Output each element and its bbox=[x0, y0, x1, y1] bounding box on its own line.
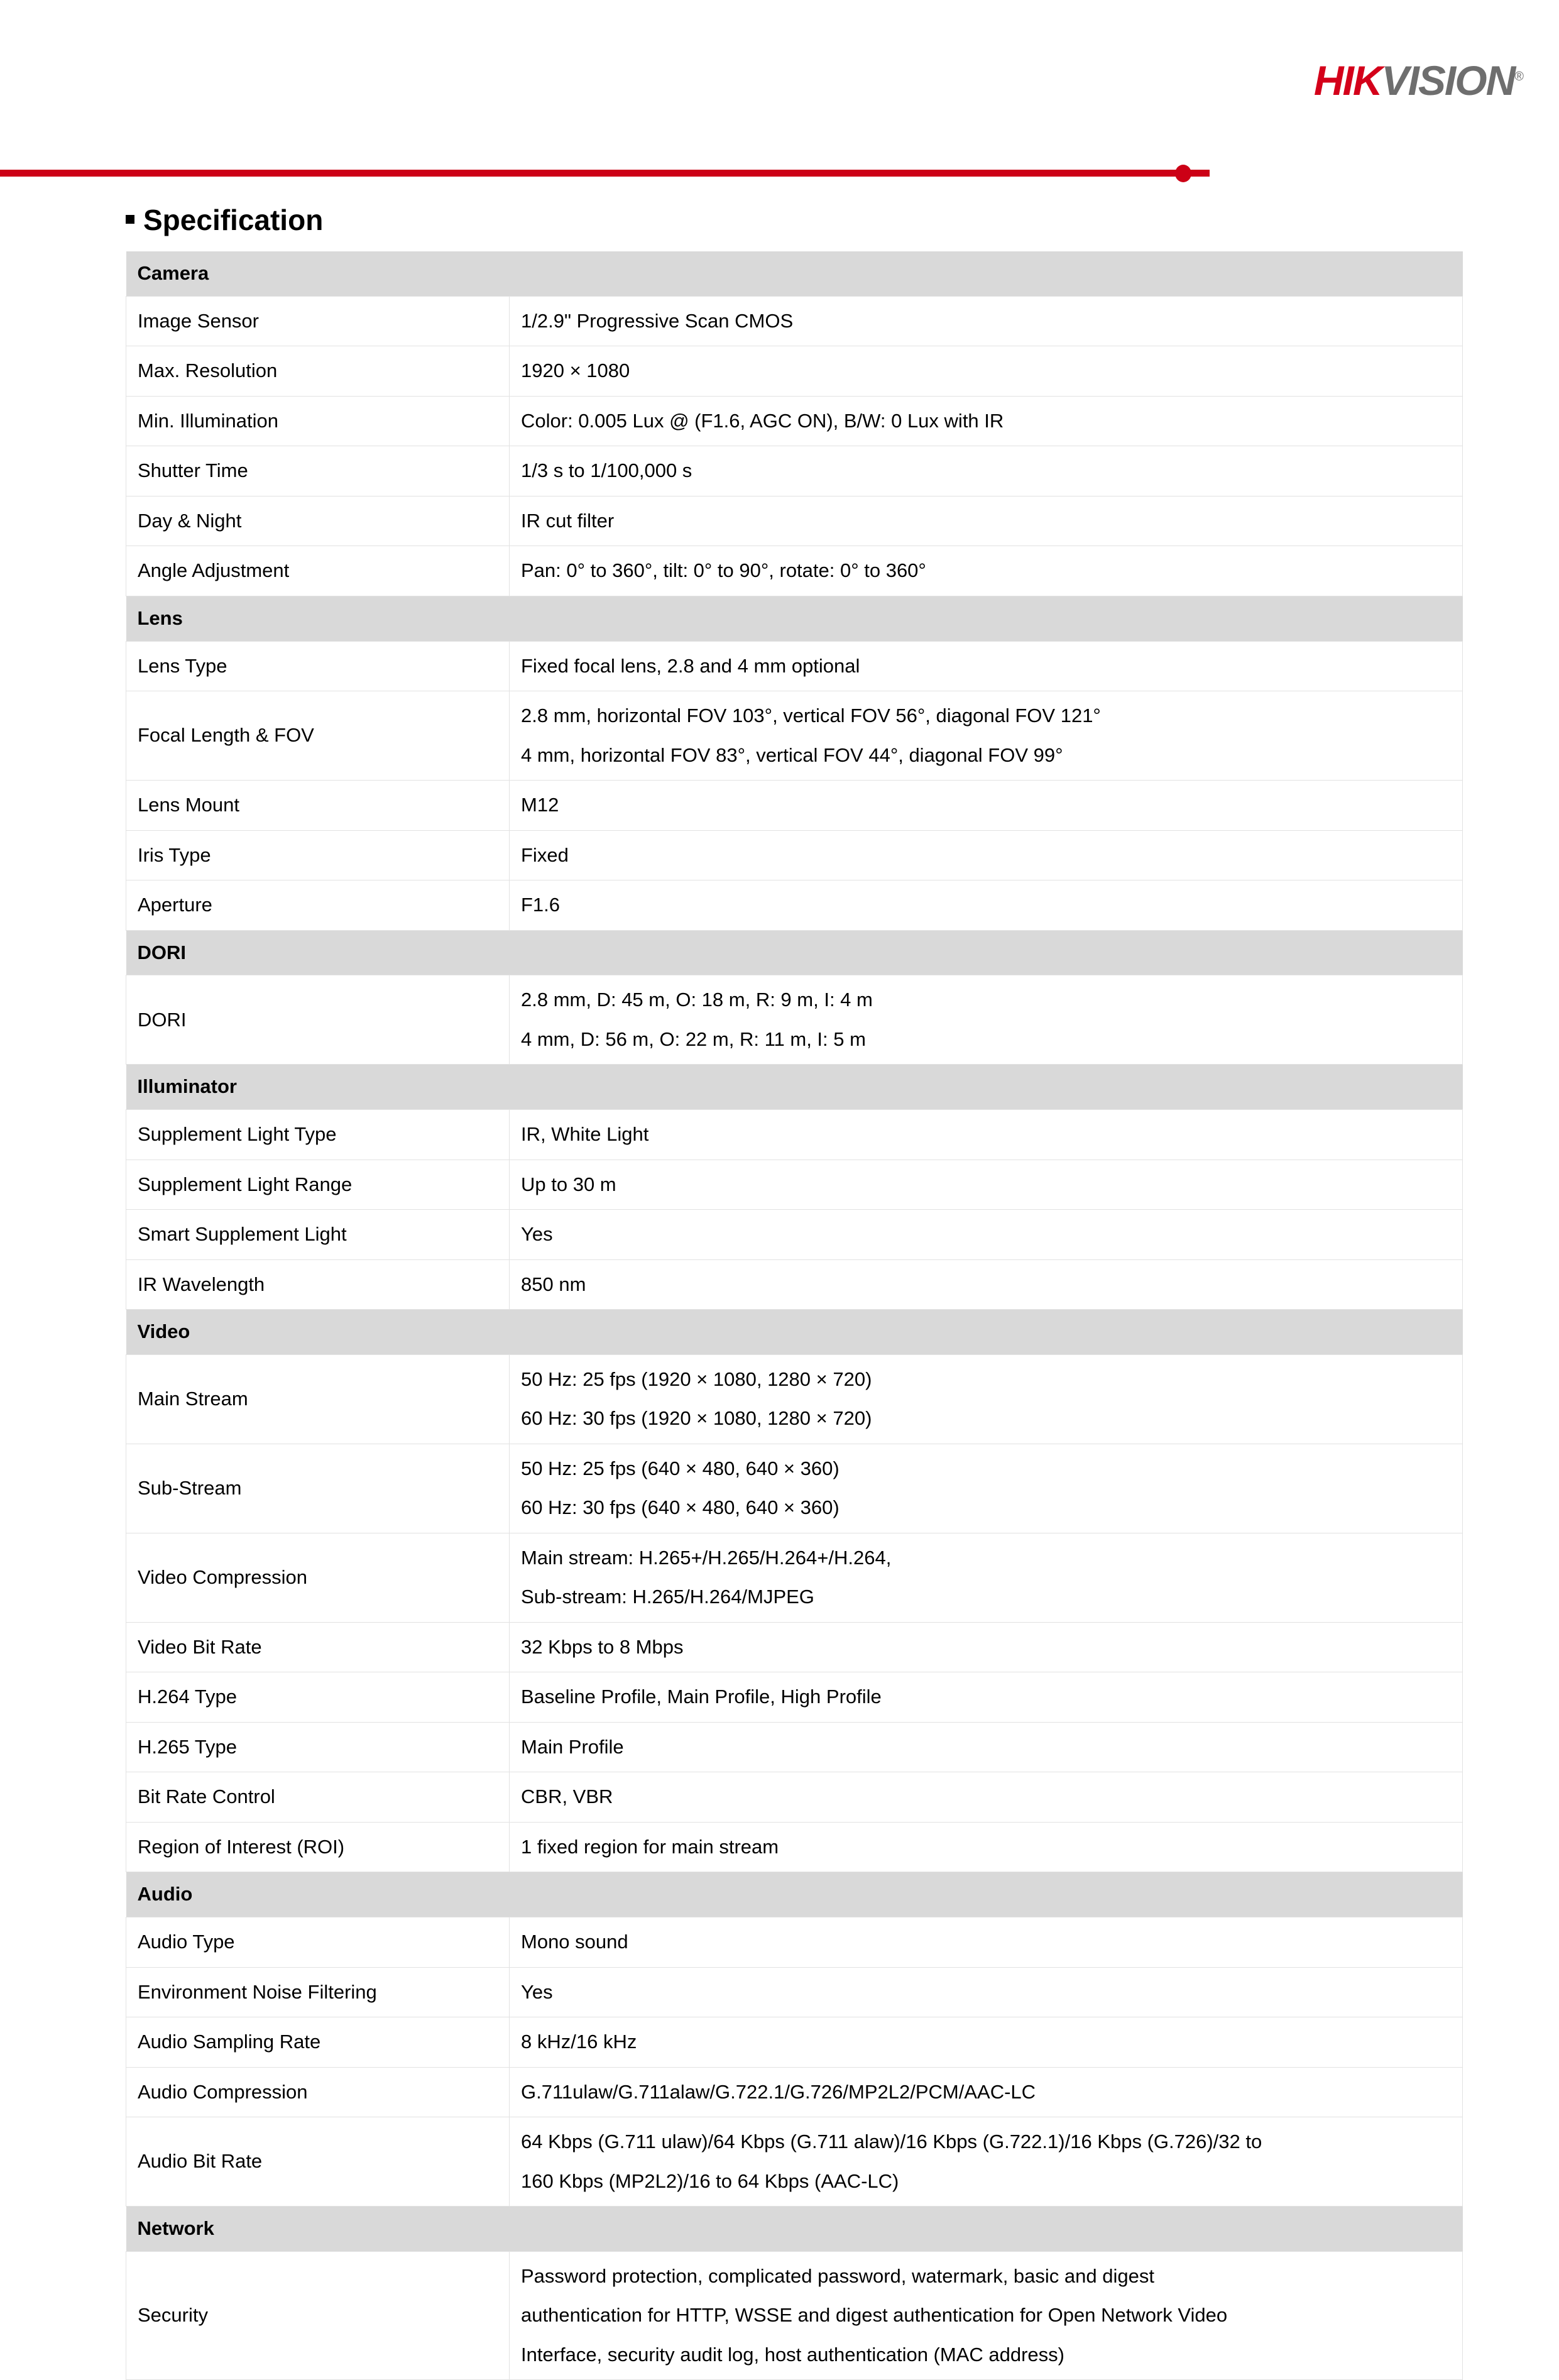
spec-row bbox=[126, 1110, 1463, 1160]
spec-row bbox=[126, 396, 1463, 446]
spec-row bbox=[126, 346, 1463, 397]
spec-row-value-line: M12 bbox=[521, 794, 559, 816]
spec-row-value-line: Yes bbox=[521, 1223, 553, 1245]
spec-row-value bbox=[510, 1722, 1463, 1772]
spec-row-value bbox=[510, 1917, 1463, 1968]
spec-row-value bbox=[510, 781, 1463, 831]
spec-row-value-line: 2.8 mm, D: 45 m, O: 18 m, R: 9 m, I: 4 m bbox=[521, 989, 873, 1011]
spec-row-label: Bit Rate Control bbox=[126, 1772, 510, 1823]
spec-row-value bbox=[510, 880, 1463, 931]
page-header bbox=[0, 0, 1559, 189]
spec-row-value bbox=[510, 2067, 1463, 2117]
spec-row-label: Audio Compression bbox=[126, 2067, 510, 2117]
spec-row-label: Shutter Time bbox=[126, 446, 510, 496]
spec-row-value-line: 850 nm bbox=[521, 1273, 586, 1295]
spec-row-value bbox=[510, 296, 1463, 346]
spec-row-value bbox=[510, 1210, 1463, 1260]
header-red-line bbox=[0, 170, 1210, 177]
spec-row-value bbox=[510, 641, 1463, 691]
spec-section-header-label: Camera bbox=[126, 251, 1463, 296]
spec-row bbox=[126, 830, 1463, 880]
spec-row bbox=[126, 1822, 1463, 1872]
spec-row bbox=[126, 1672, 1463, 1723]
spec-row bbox=[126, 2117, 1463, 2207]
spec-row-value-line: IR cut filter bbox=[521, 509, 615, 532]
spec-row-value-line: authentication for HTTP, WSSE and digest authentication for Open Network Video bbox=[521, 2304, 1228, 2327]
spec-row bbox=[126, 546, 1463, 596]
spec-row-value-line: 1920 × 1080 bbox=[521, 359, 630, 382]
spec-row-value-line: 1 fixed region for main stream bbox=[521, 1835, 779, 1858]
spec-row-value-line: Main Profile bbox=[521, 1735, 624, 1758]
spec-row bbox=[126, 1444, 1463, 1533]
spec-row-label: Supplement Light Range bbox=[126, 1160, 510, 1210]
spec-row bbox=[126, 496, 1463, 546]
spec-row-value-line: Color: 0.005 Lux @ (F1.6, AGC ON), B/W: 0 Lux with IR bbox=[521, 409, 1004, 432]
spec-row-value-line: 32 Kbps to 8 Mbps bbox=[521, 1635, 684, 1658]
spec-section-header bbox=[126, 1872, 1463, 1917]
spec-row-value-line: Password protection, complicated password, watermark, basic and digest bbox=[521, 2264, 1154, 2287]
registered-trademark-icon: ® bbox=[1514, 70, 1524, 84]
header-red-dot-icon bbox=[1175, 165, 1191, 182]
spec-row-label: Main Stream bbox=[126, 1354, 510, 1444]
spec-row-value-line: Interface, security audit log, host authentication (MAC address) bbox=[521, 2343, 1064, 2366]
spec-row-value bbox=[510, 830, 1463, 880]
spec-row-value bbox=[510, 546, 1463, 596]
spec-row-label: Smart Supplement Light bbox=[126, 1210, 510, 1260]
spec-section-header-label: Lens bbox=[126, 596, 1463, 641]
spec-row-label: Iris Type bbox=[126, 830, 510, 880]
spec-row-value-line: 160 Kbps (MP2L2)/16 to 64 Kbps (AAC-LC) bbox=[521, 2169, 899, 2192]
spec-section-header bbox=[126, 1310, 1463, 1355]
spec-row bbox=[126, 2017, 1463, 2068]
spec-row-value-line: 2.8 mm, horizontal FOV 103°, vertical FOV 56°, diagonal FOV 121° bbox=[521, 705, 1101, 727]
spec-row-value bbox=[510, 496, 1463, 546]
spec-row-label: Audio Bit Rate bbox=[126, 2117, 510, 2207]
spec-row-value-line: 1/2.9" Progressive Scan CMOS bbox=[521, 309, 794, 332]
spec-row-label: Day & Night bbox=[126, 496, 510, 546]
spec-row-label: Supplement Light Type bbox=[126, 1110, 510, 1160]
spec-row-value-line: 64 Kbps (G.711 ulaw)/64 Kbps (G.711 alaw)/16 Kbps (G.722.1)/16 Kbps (G.726)/32 to bbox=[521, 2130, 1262, 2152]
spec-row-value bbox=[510, 2117, 1463, 2207]
spec-row-value bbox=[510, 975, 1463, 1065]
spec-row bbox=[126, 1772, 1463, 1823]
spec-section-header-label: Illuminator bbox=[126, 1065, 1463, 1110]
specification-table-body bbox=[126, 251, 1463, 2380]
spec-row-value-line: 4 mm, horizontal FOV 83°, vertical FOV 44°, diagonal FOV 99° bbox=[521, 743, 1063, 766]
spec-row-value bbox=[510, 1622, 1463, 1672]
spec-row bbox=[126, 1160, 1463, 1210]
spec-row-label: DORI bbox=[126, 975, 510, 1065]
square-bullet-icon bbox=[126, 215, 134, 224]
hikvision-logo bbox=[1313, 57, 1524, 104]
spec-row-label: Image Sensor bbox=[126, 296, 510, 346]
spec-section-header bbox=[126, 2207, 1463, 2252]
spec-row-label: H.265 Type bbox=[126, 1722, 510, 1772]
spec-row-value bbox=[510, 1967, 1463, 2017]
spec-row bbox=[126, 880, 1463, 931]
spec-row-value-line: F1.6 bbox=[521, 894, 561, 916]
spec-row-value-line: Fixed focal lens, 2.8 and 4 mm optional bbox=[521, 654, 860, 677]
spec-row-label: Security bbox=[126, 2251, 510, 2380]
spec-row bbox=[126, 2251, 1463, 2380]
spec-section-header-label: Audio bbox=[126, 1872, 1463, 1917]
spec-row-value-line: Fixed bbox=[521, 843, 569, 866]
spec-row-value-line: Sub-stream: H.265/H.264/MJPEG bbox=[521, 1586, 814, 1608]
spec-row bbox=[126, 1259, 1463, 1310]
spec-section-header bbox=[126, 596, 1463, 641]
spec-row bbox=[126, 1354, 1463, 1444]
spec-row bbox=[126, 296, 1463, 346]
spec-row-value bbox=[510, 446, 1463, 496]
spec-row-label: IR Wavelength bbox=[126, 1259, 510, 1310]
spec-row-value bbox=[510, 1110, 1463, 1160]
spec-row-label: Audio Type bbox=[126, 1917, 510, 1968]
spec-row-value bbox=[510, 1444, 1463, 1533]
spec-row-label: Min. Illumination bbox=[126, 396, 510, 446]
spec-row-label: H.264 Type bbox=[126, 1672, 510, 1723]
spec-row-label: Environment Noise Filtering bbox=[126, 1967, 510, 2017]
spec-row-value-line: CBR, VBR bbox=[521, 1785, 613, 1808]
spec-section-header-label: Video bbox=[126, 1310, 1463, 1355]
spec-section-header bbox=[126, 251, 1463, 296]
spec-row-label: Angle Adjustment bbox=[126, 546, 510, 596]
spec-row-value bbox=[510, 1672, 1463, 1723]
spec-row-value bbox=[510, 691, 1463, 781]
spec-row-value bbox=[510, 2017, 1463, 2068]
spec-row bbox=[126, 975, 1463, 1065]
spec-row-value-line: 4 mm, D: 56 m, O: 22 m, R: 11 m, I: 5 m bbox=[521, 1028, 866, 1050]
page-title bbox=[126, 206, 323, 234]
spec-row bbox=[126, 1967, 1463, 2017]
spec-row-value-line: 8 kHz/16 kHz bbox=[521, 2031, 637, 2053]
spec-row-value-line: Main stream: H.265+/H.265/H.264+/H.264, bbox=[521, 1546, 892, 1569]
spec-row bbox=[126, 781, 1463, 831]
spec-row-value-line: G.711ulaw/G.711alaw/G.722.1/G.726/MP2L2/PCM/AAC-LC bbox=[521, 2080, 1036, 2103]
spec-section-header-label: Network bbox=[126, 2207, 1463, 2252]
spec-row bbox=[126, 1533, 1463, 1622]
spec-row-value-line: Yes bbox=[521, 1980, 553, 2003]
spec-row bbox=[126, 1917, 1463, 1968]
spec-row bbox=[126, 1622, 1463, 1672]
spec-row-value-line: 50 Hz: 25 fps (640 × 480, 640 × 360) bbox=[521, 1457, 840, 1479]
spec-row-label: Sub-Stream bbox=[126, 1444, 510, 1533]
spec-row bbox=[126, 1722, 1463, 1772]
spec-row-value-line: 60 Hz: 30 fps (640 × 480, 640 × 360) bbox=[521, 1496, 840, 1519]
spec-section-header-label: DORI bbox=[126, 930, 1463, 975]
spec-row-value bbox=[510, 2251, 1463, 2380]
spec-row-value-line: Pan: 0° to 360°, tilt: 0° to 90°, rotate: 0° to 360° bbox=[521, 559, 926, 582]
spec-row-value-line: Baseline Profile, Main Profile, High Profile bbox=[521, 1686, 882, 1708]
logo-hik-text: HIK bbox=[1313, 57, 1382, 104]
spec-row bbox=[126, 641, 1463, 691]
spec-row bbox=[126, 2067, 1463, 2117]
spec-row-value-line: 50 Hz: 25 fps (1920 × 1080, 1280 × 720) bbox=[521, 1368, 872, 1390]
header-divider bbox=[0, 165, 1559, 184]
page-title-text: Specification bbox=[143, 204, 324, 236]
spec-row bbox=[126, 691, 1463, 781]
spec-section-header bbox=[126, 930, 1463, 975]
spec-row-value bbox=[510, 1259, 1463, 1310]
logo-vision-text: VISION bbox=[1381, 57, 1515, 104]
spec-row-label: Audio Sampling Rate bbox=[126, 2017, 510, 2068]
spec-row-label: Focal Length & FOV bbox=[126, 691, 510, 781]
spec-row-value-line: Up to 30 m bbox=[521, 1173, 616, 1195]
spec-row-value bbox=[510, 1354, 1463, 1444]
spec-row-label: Video Compression bbox=[126, 1533, 510, 1622]
spec-row-value bbox=[510, 1822, 1463, 1872]
spec-row-value-line: 1/3 s to 1/100,000 s bbox=[521, 459, 692, 482]
spec-row-value-line: Mono sound bbox=[521, 1931, 628, 1953]
spec-row-value bbox=[510, 396, 1463, 446]
spec-row bbox=[126, 446, 1463, 496]
spec-row-value-line: 60 Hz: 30 fps (1920 × 1080, 1280 × 720) bbox=[521, 1407, 872, 1430]
spec-row-label: Max. Resolution bbox=[126, 346, 510, 397]
spec-row-value-line: IR, White Light bbox=[521, 1123, 649, 1145]
spec-row-label: Lens Mount bbox=[126, 781, 510, 831]
spec-row bbox=[126, 1210, 1463, 1260]
specification-table bbox=[126, 251, 1463, 2380]
spec-row-label: Lens Type bbox=[126, 641, 510, 691]
spec-row-value bbox=[510, 1533, 1463, 1622]
spec-row-value bbox=[510, 1160, 1463, 1210]
spec-row-value bbox=[510, 346, 1463, 397]
spec-row-label: Video Bit Rate bbox=[126, 1622, 510, 1672]
spec-section-header bbox=[126, 1065, 1463, 1110]
spec-row-label: Region of Interest (ROI) bbox=[126, 1822, 510, 1872]
spec-row-value bbox=[510, 1772, 1463, 1823]
spec-row-label: Aperture bbox=[126, 880, 510, 931]
